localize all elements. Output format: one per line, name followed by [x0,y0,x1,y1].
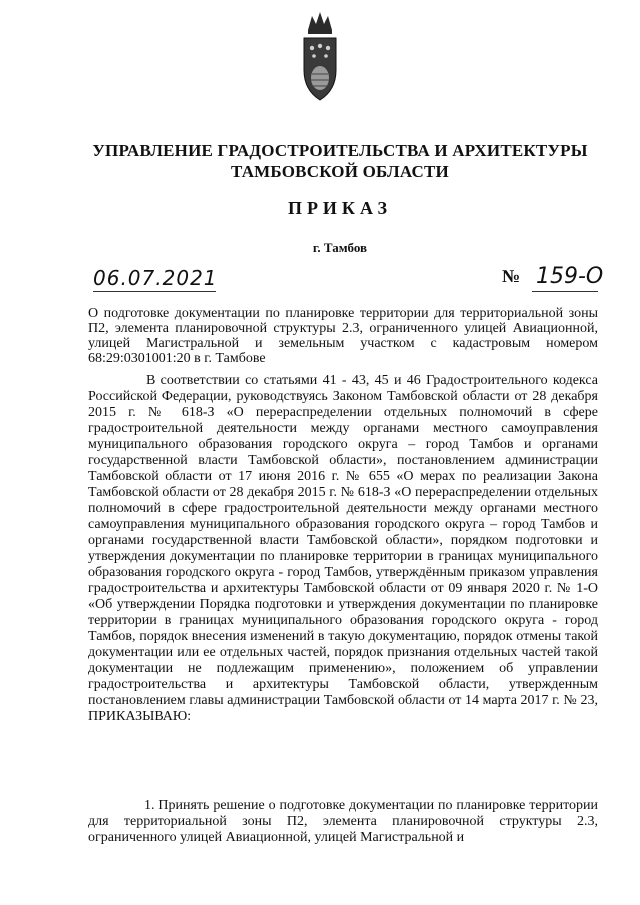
org-line-2: ТАМБОВСКОЙ ОБЛАСТИ [231,162,449,181]
document-number: 159-О [536,264,604,289]
city: г. Тамбов [312,240,368,255]
number-label: № [502,266,521,286]
document-date: 06.07.2021 [93,266,218,290]
coat-of-arms-icon [300,8,340,108]
organization-name [70,140,610,182]
org-line-1: УПРАВЛЕНИЕ ГРАДОСТРОИТЕЛЬСТВА И АРХИТЕКТУРЫ [92,141,588,160]
number-underline [532,291,598,292]
date-underline [93,291,216,292]
order-item-1: 1. Принять решение о подготовке документации по планировке территории для территориальной зоны П2, элемента планировочной структуры 2.3, ограниченного улицей Авиационной, улицей Магистральной и [88,798,598,845]
document-type: ПРИКАЗ [287,198,393,218]
order-subject: О подготовке документации по планировке территории для территориальной зоны П2, элемента планировочной структуры 2.3, ограниченного улицей Авиационной, улицей Магистральной и земельным участком с кадастровым номером 68:29:0301001:20 в г. Тамбове [88,306,598,366]
order-preamble: В соответствии со статьями 41 - 43, 45 и 46 Градостроительного кодекса Российской Федерации, руководствуясь Законом Тамбовской области от 28 декабря 2015 г. № 618-З «О перераспределении отдельных полномочий в сфере градостроительной деятельности между органами местного самоуправления муниципального образования городского округа – город Тамбов и органами государственной власти Тамбовской области», постановлением администрации Тамбовской области от 17 июня 2016 г. № 655 «О мерах по реализации Закона Тамбовской области от 28 декабря 2015 г. № 618-З «О перераспределении отдельных полномочий в сфере градостроительной деятельности между органами местного самоуправления муниципального образования городского округа – город Тамбов и органами государственной власти Тамбовской области», порядком подготовки и утверждения документации по планировке территории в границах муниципального образования городского округа - город Тамбов, утверждённым приказом управления градостроительства и архитектуры Тамбовской области от 09 января 2020 г. № 1-О «Об утверждении Порядка подготовки и утверждения документации по планировке территории в границах муниципального образования городского округа - город Тамбов, порядок внесения изменений в такую документацию, порядок отмены такой документации или ее отдельных частей, порядок признания отдельных частей такой документации не подлежащим применению», положением об управлении градостроительства и архитектуры Тамбовской области, утвержденным постановлением главы администрации Тамбовской области от 14 марта 2017 г. № 23, ПРИКАЗЫВАЮ: [88,373,598,724]
